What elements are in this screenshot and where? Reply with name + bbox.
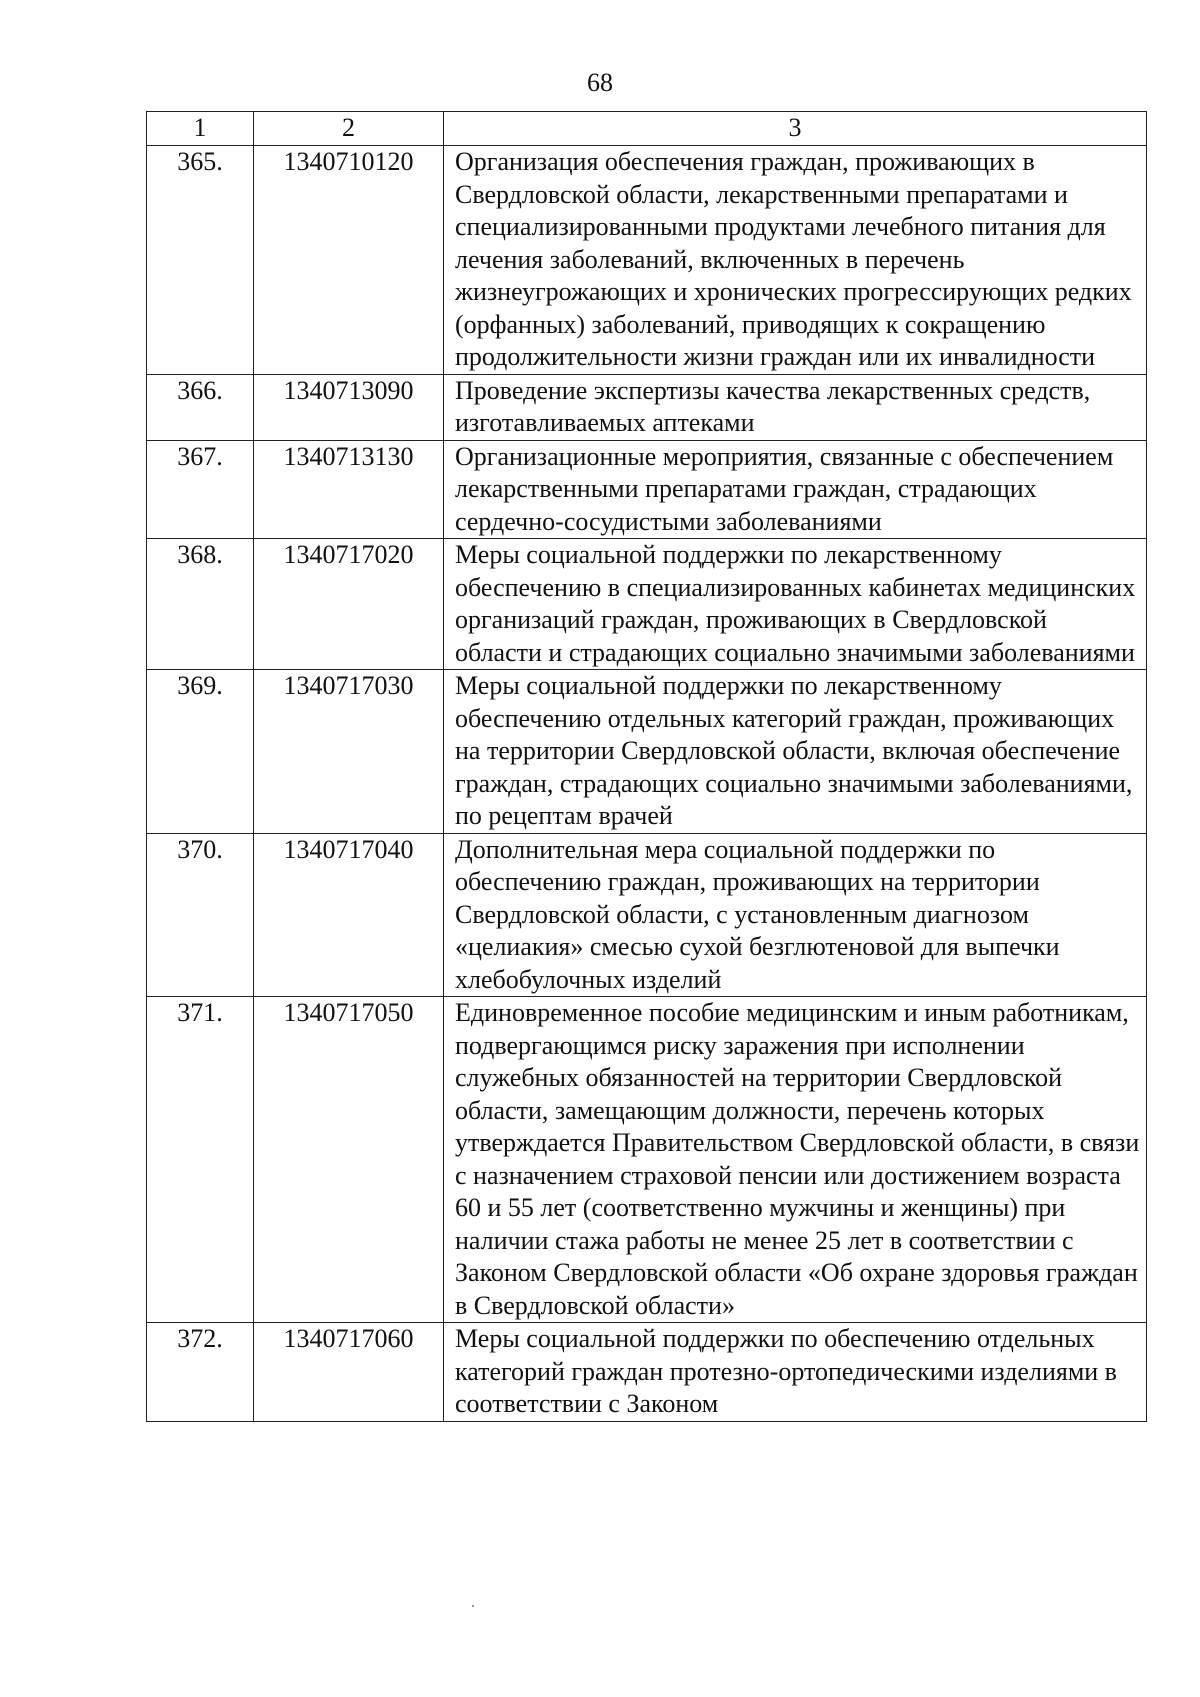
table-row xyxy=(147,539,1147,670)
row-description: Дополнительная мера социальной поддержки по обеспечению граждан, проживающих на территории Свердловской области, с установленным диагнозом «целиакия» смесью сухой безглютеновой для выпечки хлебобулочных изделий xyxy=(444,833,1147,997)
row-code: 1340713090 xyxy=(254,374,444,440)
row-code: 1340710120 xyxy=(254,146,444,375)
table-row xyxy=(147,1323,1147,1422)
row-number: 372. xyxy=(147,1323,254,1422)
row-code: 1340713130 xyxy=(254,440,444,539)
header-row xyxy=(147,112,1147,146)
row-code: 1340717050 xyxy=(254,997,444,1323)
row-number: 371. xyxy=(147,997,254,1323)
row-code: 1340717030 xyxy=(254,670,444,834)
scan-speck xyxy=(472,1605,474,1607)
row-description: Проведение экспертизы качества лекарственных средств, изготавливаемых аптеками xyxy=(444,374,1147,440)
row-code: 1340717020 xyxy=(254,539,444,670)
table-row xyxy=(147,146,1147,375)
row-description: Меры социальной поддержки по обеспечению отдельных категорий граждан протезно-ортопедическими изделиями в соответствии с Законом xyxy=(444,1323,1147,1422)
row-code: 1340717040 xyxy=(254,833,444,997)
row-number: 365. xyxy=(147,146,254,375)
table-row xyxy=(147,374,1147,440)
page-number: 68 xyxy=(587,68,613,97)
row-number: 366. xyxy=(147,374,254,440)
row-number: 369. xyxy=(147,670,254,834)
row-number: 367. xyxy=(147,440,254,539)
row-description: Единовременное пособие медицинским и иным работникам, подвергающимся риску заражения при исполнении служебных обязанностей на территории Свердловской области, замещающим должности, перечень которых утверждается Правительством Свердловской области, в связи с назначением страховой пенсии или достижением возраста 60 и 55 лет (соответственно мужчины и женщины) при наличии стажа работы не менее 25 лет в соответствии с Законом Свердловской области «Об охране здоровья граждан в Свердловской области» xyxy=(444,997,1147,1323)
row-description: Организация обеспечения граждан, проживающих в Свердловской области, лекарственными препаратами и специализированными продуктами лечебного питания для лечения заболеваний, включенных в перечень жизнеугрожающих и хронических прогрессирующих редких (орфанных) заболеваний, приводящих к сокращению продолжительности жизни граждан или их инвалидности xyxy=(444,146,1147,375)
row-number: 370. xyxy=(147,833,254,997)
budget-classification-table xyxy=(146,111,1147,1422)
row-description: Меры социальной поддержки по лекарственному обеспечению в специализированных кабинетах медицинских организаций граждан, проживающих в Свердловской области и страдающих социально значимыми заболеваниями xyxy=(444,539,1147,670)
header-cell-number: 1 xyxy=(147,112,254,146)
table-row xyxy=(147,997,1147,1323)
table-row xyxy=(147,833,1147,997)
table-row xyxy=(147,670,1147,834)
row-code: 1340717060 xyxy=(254,1323,444,1422)
header-cell-code: 2 xyxy=(254,112,444,146)
table-row xyxy=(147,440,1147,539)
row-number: 368. xyxy=(147,539,254,670)
header-cell-description: 3 xyxy=(444,112,1147,146)
row-description: Меры социальной поддержки по лекарственному обеспечению отдельных категорий граждан, проживающих на территории Свердловской области, включая обеспечение граждан, страдающих социально значимыми заболеваниями, по рецептам врачей xyxy=(444,670,1147,834)
row-description: Организационные мероприятия, связанные с обеспечением лекарственными препаратами граждан, страдающих сердечно-сосудистыми заболеваниями xyxy=(444,440,1147,539)
